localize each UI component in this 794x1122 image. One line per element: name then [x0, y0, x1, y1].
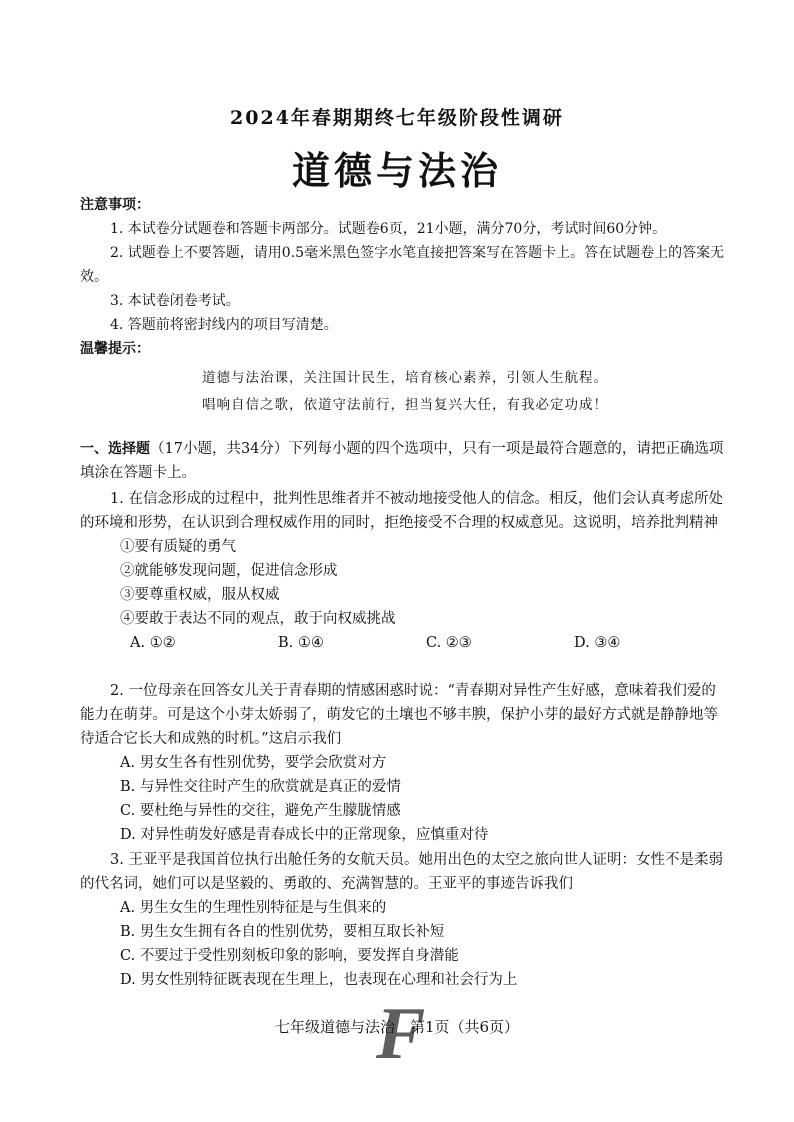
statement-item: ④要敢于表达不同的观点，敢于向权威挑战 — [120, 611, 396, 627]
statement-item: ①要有质疑的勇气 — [120, 539, 236, 555]
question-stem: 3. 王亚平是我国首位执行出舱任务的女航天员。她用出色的太空之旅向世人证明：女性不是柔弱的代名词，她们可以是坚毅的、勇敢的、充满智慧的。王亚平的事迹告诉我们 — [80, 852, 723, 892]
option-b: B. 与异性交往时产生的欣赏就是真正的爱情 — [120, 779, 401, 795]
note-item: 4. 答题前将密封线内的项目写清楚。 — [110, 317, 338, 333]
tip-line: 道德与法治课，关注国计民生，培育核心素养，引领人生航程。 — [202, 370, 608, 386]
exam-title: 道德与法治 — [291, 148, 502, 193]
option-d: D. ③④ — [574, 635, 621, 651]
question-2 — [80, 679, 730, 847]
section-one — [80, 437, 730, 485]
option-a: A. 男生女生的生理性别特征是与生俱来的 — [120, 900, 387, 916]
tips-section — [80, 337, 730, 417]
section-intro: 一、选择题（17小题，共34分）下列每小题的四个选项中，只有一项是最符合题意的，请把正确选项填涂在答题卡上。 — [80, 441, 724, 481]
question-stem: 2. 一位母亲在回答女儿关于青春期的情感困惑时说：“青春期对异性产生好感，意味着我们爱的能力在萌芽。可是这个小芽太娇弱了，萌发它的土壤也不够丰腴，保护小芽的最好方式就是静静地等待适合它长大和成熟的时机。”这启示我们 — [80, 683, 718, 747]
option-b: B. ①④ — [278, 635, 324, 651]
question-1 — [80, 487, 730, 655]
option-c: C. 要杜绝与异性的交往，避免产生朦胧情感 — [120, 803, 401, 819]
note-item: 3. 本试卷闭卷考试。 — [110, 293, 240, 309]
option-a: A. ①② — [130, 635, 176, 651]
tip-line: 唱响自信之歌，依道守法前行，担当复兴大任，有我必定功成！ — [202, 397, 608, 413]
option-a: A. 男女生各有性别优势，要学会欣赏对方 — [120, 755, 387, 771]
option-d: D. 男女性别特征既表现在生理上，也表现在心理和社会行为上 — [120, 972, 518, 988]
question-stem: 1. 在信念形成的过程中，批判性思维者并不被动地接受他人的信念。相反，他们会认真考虑所处的环境和形势，在认识到合理权威作用的同时，拒绝接受不合理的权威意见。这说明，培养批判精神 — [80, 491, 723, 531]
exam-subtitle: 2024年春期期终七年级阶段性调研 — [230, 107, 564, 129]
option-d: D. 对异性萌发好感是青春成长中的正常现象，应慎重对待 — [120, 827, 489, 843]
notes-heading: 注意事项： — [80, 197, 150, 213]
option-c: C. ②③ — [426, 635, 472, 651]
statement-item: ②就能够发现问题，促进信念形成 — [120, 563, 338, 579]
note-item: 1. 本试卷分试题卷和答题卡两部分。试题卷6页，21小题，满分70分，考试时间60分钟。 — [110, 221, 667, 237]
answer-options — [80, 631, 730, 655]
option-c: C. 不要过于受性别刻板印象的影响，要发挥自身潜能 — [120, 948, 459, 964]
option-b: B. 男生女生拥有各自的性别优势，要相互取长补短 — [120, 924, 445, 940]
watermark-letter: F — [376, 993, 426, 1075]
section-title: 一、选择题 — [80, 441, 150, 457]
tips-heading: 温馨提示： — [80, 341, 150, 357]
note-item: 2. 试题卷上不要答题，请用0.5毫米黑色签字水笔直接把答案写在答题卡上。答在试题卷上的答案无效。 — [80, 245, 725, 285]
notes-section — [80, 193, 730, 337]
question-3 — [80, 848, 730, 992]
page-footer: 七年级道德与法治 第1页（共6页） — [274, 1018, 520, 1036]
statement-item: ③要尊重权威，服从权威 — [120, 587, 280, 603]
